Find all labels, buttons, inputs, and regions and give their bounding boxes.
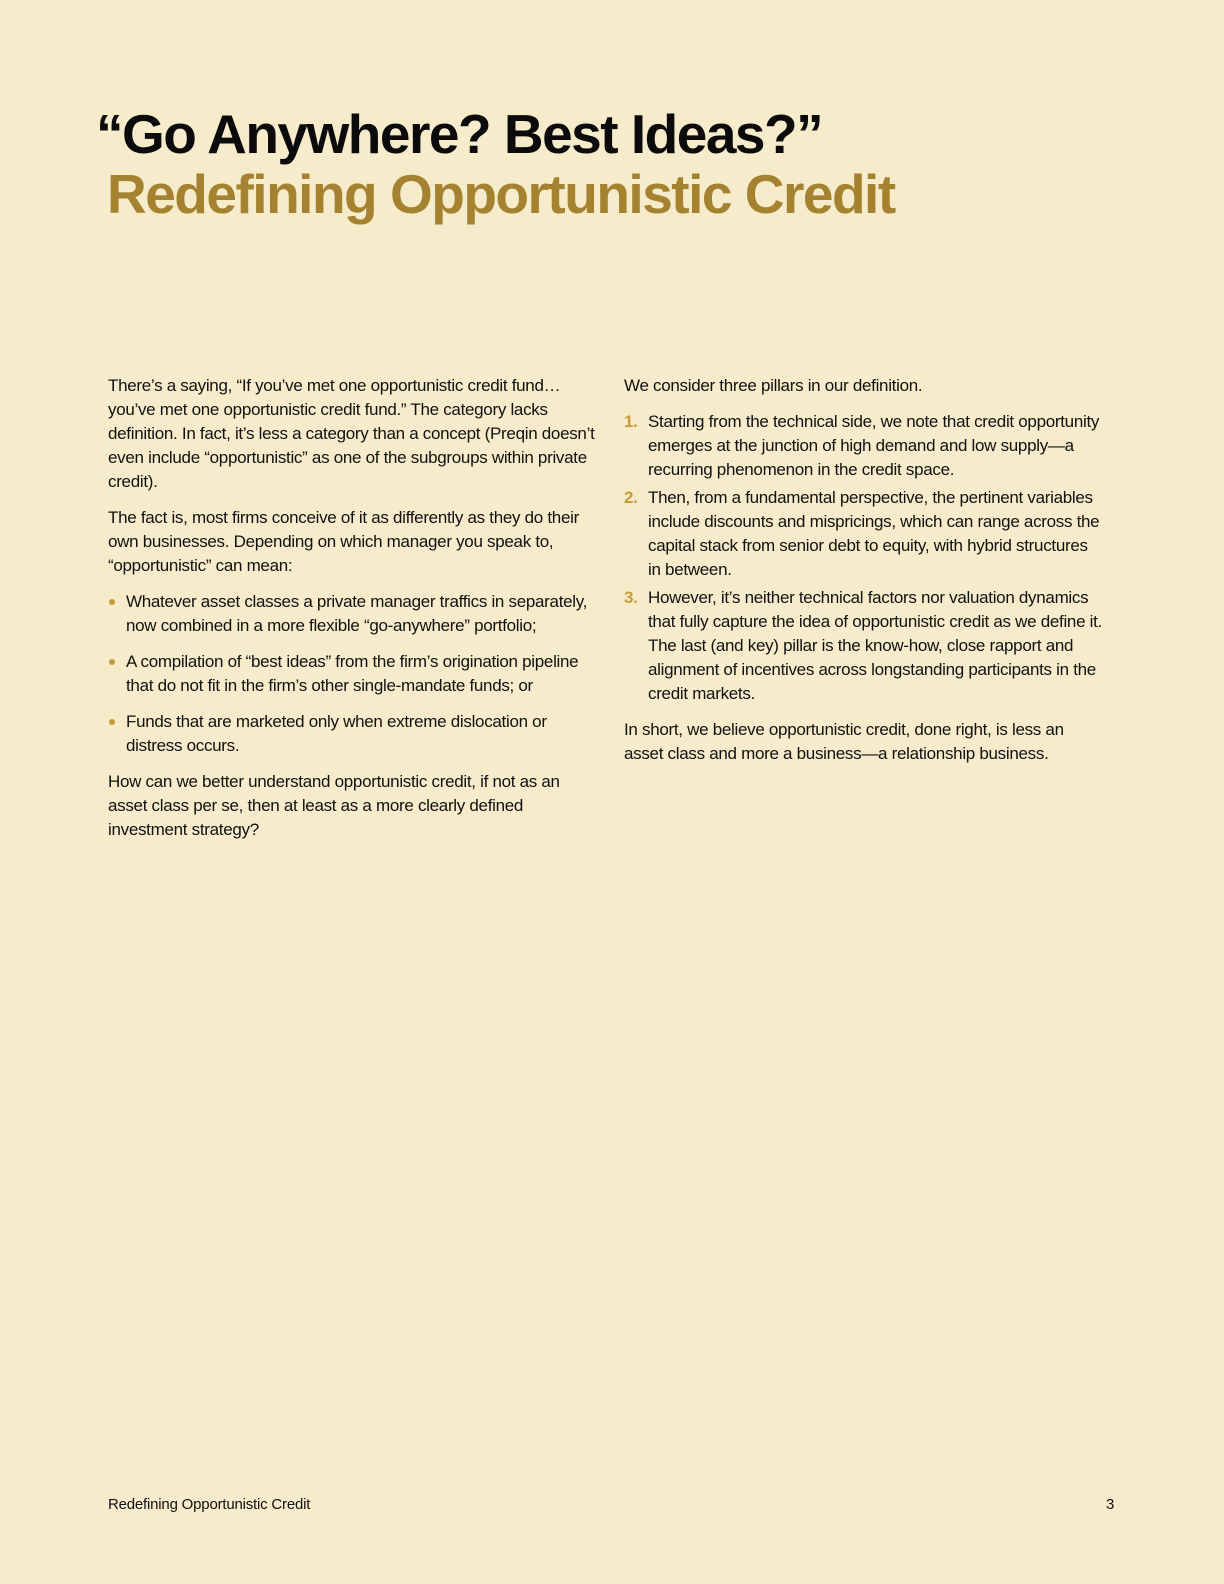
definition-paragraph: The fact is, most firms conceive of it as differently as they do their own businesses. Depending on which manager you speak to, “opportunistic” can mean: bbox=[108, 508, 579, 575]
list-number: 2. bbox=[624, 488, 638, 507]
pillars-list bbox=[624, 410, 1104, 706]
page-number: 3 bbox=[1106, 1496, 1115, 1513]
bullet-icon bbox=[109, 719, 115, 725]
list-item bbox=[624, 486, 1104, 582]
meanings-list bbox=[108, 590, 598, 758]
conclusion-paragraph: In short, we believe opportunistic credit, done right, is less an asset class and more a business—a relationship business. bbox=[624, 720, 1064, 763]
list-number: 3. bbox=[624, 588, 638, 607]
bullet-icon bbox=[109, 599, 115, 605]
title-block bbox=[96, 104, 1096, 224]
page-subtitle: Redefining Opportunistic Credit bbox=[107, 163, 895, 225]
intro-paragraph: There’s a saying, “If you’ve met one opportunistic credit fund… you’ve met one opportunistic credit fund.” The category lacks definition. In fact, it’s less a category than a concept (Preqin doesn’t even include “opportunistic” as one of the subgroups within private credit). bbox=[108, 376, 595, 491]
list-item-text: Funds that are marketed only when extreme dislocation or distress occurs. bbox=[126, 712, 547, 755]
list-number: 1. bbox=[624, 412, 638, 431]
list-item-text: Then, from a fundamental perspective, the pertinent variables include discounts and mispricings, which can range across the capital stack from senior debt to equity, with hybrid structures in between. bbox=[648, 488, 1100, 579]
list-item bbox=[108, 710, 598, 758]
right-column bbox=[624, 374, 1104, 778]
question-paragraph: How can we better understand opportunistic credit, if not as an asset class per se, then at least as a more clearly defined investment strategy? bbox=[108, 772, 560, 839]
list-item bbox=[108, 650, 598, 698]
left-column bbox=[108, 374, 598, 854]
list-item-text: Starting from the technical side, we note that credit opportunity emerges at the junction of high demand and low supply—a recurring phenomenon in the credit space. bbox=[648, 412, 1100, 479]
list-item bbox=[624, 410, 1104, 482]
list-item-text: However, it’s neither technical factors nor valuation dynamics that fully capture the idea of opportunistic credit as we define it. The last (and key) pillar is the know-how, close rapport and alignment of incentives across longstanding participants in the credit markets. bbox=[648, 588, 1102, 703]
footer-title: Redefining Opportunistic Credit bbox=[108, 1496, 311, 1513]
list-item bbox=[624, 586, 1104, 706]
bullet-icon bbox=[109, 659, 115, 665]
list-item-text: A compilation of “best ideas” from the firm’s origination pipeline that do not fit in the firm’s other single-mandate funds; or bbox=[126, 652, 579, 695]
page-title: “Go Anywhere? Best Ideas?” bbox=[96, 103, 823, 165]
list-item-text: Whatever asset classes a private manager traffics in separately, now combined in a more flexible “go-anywhere” portfolio; bbox=[126, 592, 588, 635]
pillars-intro: We consider three pillars in our definition. bbox=[624, 376, 923, 395]
list-item bbox=[108, 590, 598, 638]
